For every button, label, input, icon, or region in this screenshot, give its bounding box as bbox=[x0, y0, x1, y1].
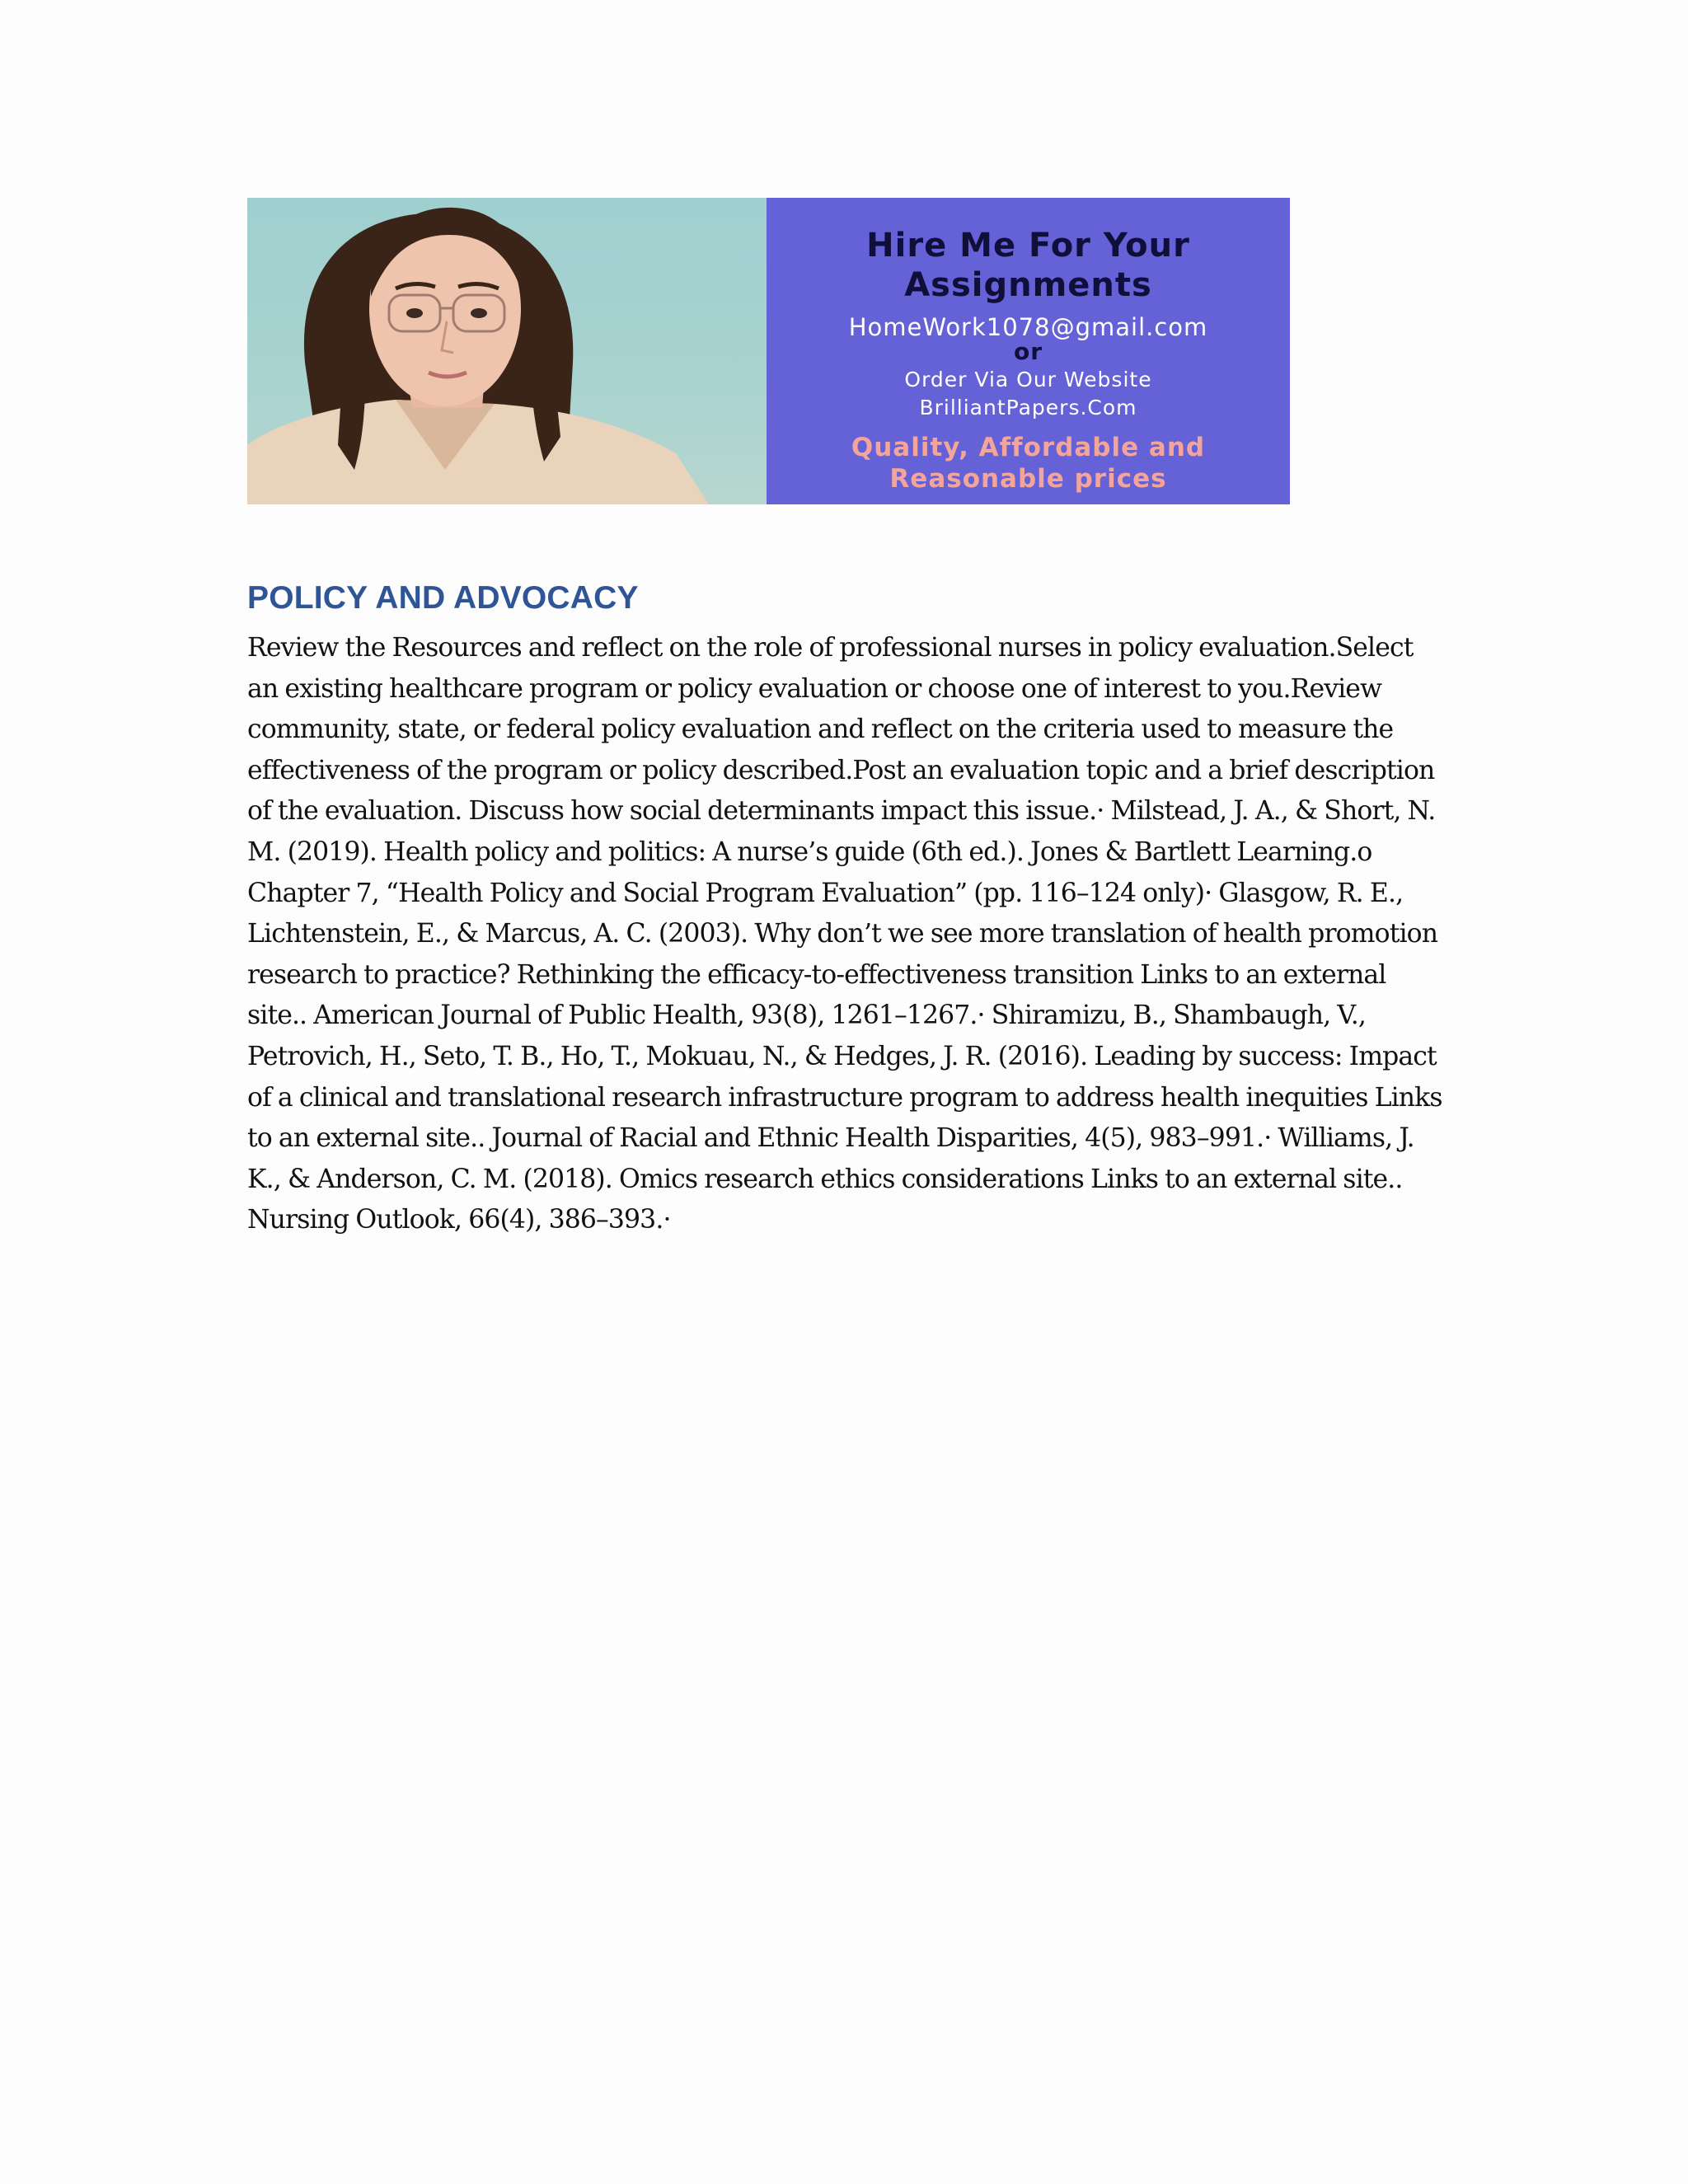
ad-email: HomeWork1078@gmail.com bbox=[848, 313, 1208, 341]
document-heading: POLICY AND ADVOCACY bbox=[247, 580, 639, 616]
ad-tagline: Quality, Affordable and Reasonable prices bbox=[851, 433, 1206, 494]
document-body: Review the Resources and reflect on the role of professional nurses in policy evaluation.Select an existing healthcare program or policy evaluation or choose one of interest to you.Review community, state, or federal policy evaluation and reflect on the criteria used to measure the effectiveness of the program or policy described.Post an evaluation topic and a brief description of the evaluation. Discuss how social determinants impact this issue.· Milstead, J. A., & Short, N. M. (2019). Health policy and politics: A nurse’s guide (6th ed.). Jones & Bartlett Learning.o Chapter 7, “Health Policy and Social Program Evaluation” (pp. 116–124 only)· Glasgow, R. E., Lichtenstein, E., & Marcus, A. C. (2003). Why don’t we see more translation of health promotion research to practice? Rethinking the efficacy-to-effectiveness transition Links to an external site.. American Journal of Public Health, 93(8), 1261–1267.· Shiramizu, B., Shambaugh, V., Petrovich, H., Seto, T. B., Ho, T., Mokuau, N., & Hedges, J. R. (2016). Leading by success: Impact of a clinical and translational research infrastructure program to address health inequities Links to an external site.. Journal of Racial and Ethnic Health Disparities, 4(5), 983–991.· Williams, J. K., & Anderson, C. M. (2018). Omics research ethics considerations Links to an external site.. Nursing Outlook, 66(4), 386–393.· bbox=[247, 633, 1442, 1235]
woman-photo bbox=[247, 198, 767, 504]
ad-website: BrilliantPapers.Com bbox=[919, 396, 1137, 419]
woman-illustration bbox=[247, 198, 767, 504]
ad-headline: Hire Me For Your Assignments bbox=[866, 227, 1190, 304]
ad-or: or bbox=[1013, 338, 1043, 365]
advertisement-banner bbox=[247, 198, 1290, 504]
ad-order-text: Order Via Our Website bbox=[904, 368, 1152, 391]
advertisement-panel bbox=[767, 198, 1290, 504]
